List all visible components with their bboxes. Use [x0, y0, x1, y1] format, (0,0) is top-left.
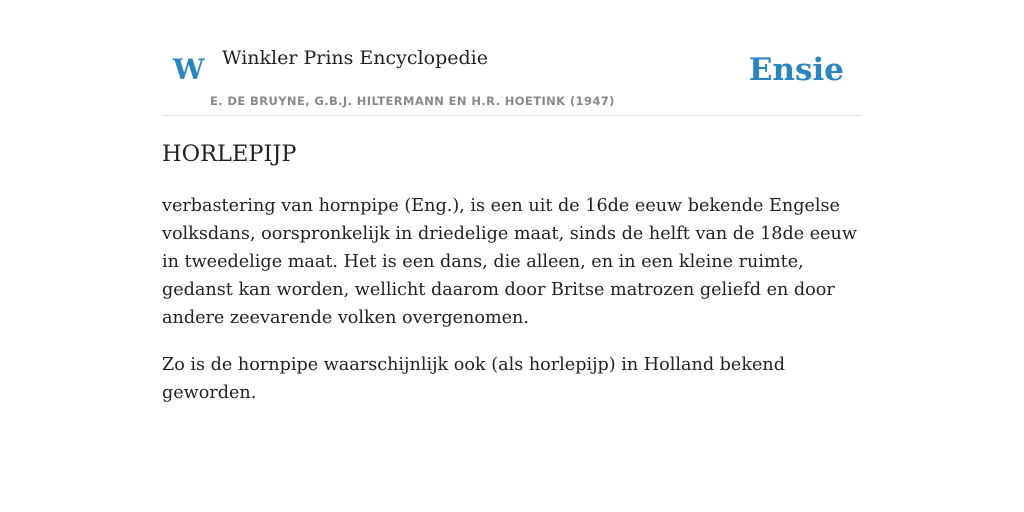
entry-title: HORLEPIJP: [162, 141, 297, 167]
ensie-brand-logo[interactable]: Ensie: [748, 52, 844, 88]
encyclopedia-logo[interactable]: W: [173, 53, 205, 86]
source-header: [162, 0, 862, 116]
encyclopedia-title-link[interactable]: Winkler Prins Encyclopedie: [222, 47, 488, 69]
entry-paragraph: verbastering van hornpipe (Eng.), is een uit de 16de eeuw bekende Engelse volksdans, oorspronkelijk in driedelige maat, sinds de helft van de 18de eeuw in tweedelige maat. Het is een dans, die alleen, en in een kleine ruimte, gedanst kan worden, wellicht daarom door Britse matrozen geliefd en door andere zeevarende volken overgenomen.: [162, 196, 857, 328]
entry-paragraph: Zo is de hornpipe waarschijnlijk ook (als horlepijp) in Holland bekend geworden.: [162, 355, 786, 403]
authors-line: E. DE BRUYNE, G.B.J. HILTERMANN EN H.R. HOETINK (1947): [210, 94, 615, 108]
entry-body: [162, 192, 862, 426]
page: [162, 0, 862, 512]
